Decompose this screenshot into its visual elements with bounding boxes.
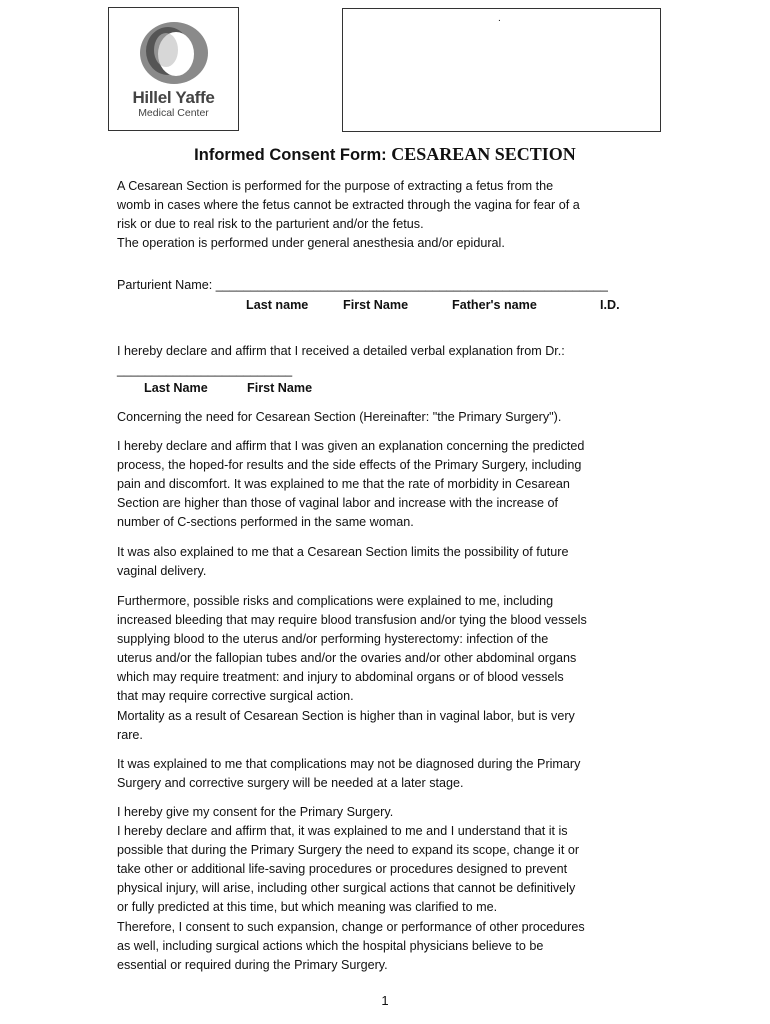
consent-paragraph	[117, 803, 662, 975]
paragraph-line: that may require corrective surgical action.	[117, 689, 354, 704]
paragraph-line: supplying blood to the uterus and/or performing hysterectomy: infection of the	[117, 632, 549, 647]
label-id: I.D.	[600, 298, 620, 312]
parturient-name-field	[117, 276, 662, 295]
paragraph-line: Concerning the need for Cesarean Section (Hereinafter: "the Primary Surgery").	[117, 410, 562, 424]
paragraph-line: or fully predicted at this time, but which meaning was clarified to me.	[117, 900, 498, 915]
label-doctor-first-name: First Name	[247, 381, 313, 395]
paragraph-line: I hereby declare and affirm that, it was explained to me and I understand that it is	[117, 824, 568, 839]
patient-sticker-box	[342, 8, 661, 132]
doctor-statement: I hereby declare and affirm that I received a detailed verbal explanation from Dr.:	[117, 344, 565, 358]
paragraph-line: possible that during the Primary Surgery the need to expand its scope, change it or	[117, 843, 580, 858]
page-title	[0, 144, 770, 165]
paragraph-line: Section are higher than those of vaginal labor and increase with the increase of	[117, 496, 559, 511]
paragraph-line: essential or required during the Primary Surgery.	[117, 957, 388, 972]
explanation-paragraph	[117, 437, 662, 532]
title-procedure: CESAREAN SECTION	[391, 144, 576, 164]
logo-subtitle: Medical Center	[138, 107, 209, 119]
page-number: 1	[381, 993, 389, 1008]
complications-paragraph	[117, 755, 662, 793]
label-fathers-name: Father's name	[452, 298, 537, 312]
doctor-declaration	[117, 342, 662, 380]
hospital-logo-icon	[136, 18, 212, 88]
paragraph-line: as well, including surgical actions which the hospital physicians believe to be	[117, 938, 544, 953]
paragraph-line: process, the hoped-for results and the side effects of the Primary Surgery, including	[117, 458, 582, 473]
paragraph-line: It was also explained to me that a Cesarean Section limits the possibility of future	[117, 545, 569, 559]
paragraph-line: which may require treatment: and injury to abdominal organs or of blood vessels	[117, 670, 564, 685]
paragraph-line: take other or additional life-saving procedures or procedures designed to prevent	[117, 862, 568, 877]
risks-paragraph	[117, 592, 662, 745]
concerning-paragraph	[117, 408, 662, 427]
intro-line: The operation is performed under general anesthesia and/or epidural.	[117, 236, 505, 251]
intro-paragraph	[117, 177, 662, 253]
hospital-logo	[108, 7, 239, 131]
paragraph-line: increased bleeding that may require blood transfusion and/or tying the blood vessels	[117, 613, 587, 628]
logo-name: Hillel Yaffe	[132, 88, 215, 107]
paragraph-line: Surgery and corrective surgery will be needed at a later stage.	[117, 776, 464, 791]
doctor-field-labels	[117, 379, 662, 398]
paragraph-line: pain and discomfort. It was explained to me that the rate of morbidity in Cesarean	[117, 477, 570, 492]
paragraph-line: uterus and/or the fallopian tubes and/or the ovaries and/or other abdominal organs	[117, 651, 577, 666]
label-doctor-last-name: Last Name	[144, 381, 208, 395]
parturient-field-labels	[117, 296, 662, 315]
paragraph-line: physical injury, will arise, including other surgical actions that cannot be definitively	[117, 881, 576, 896]
intro-line: A Cesarean Section is performed for the purpose of extracting a fetus from the	[117, 179, 554, 193]
paragraph-line: Mortality as a result of Cesarean Section is higher than in vaginal labor, but is very	[117, 708, 575, 723]
parturient-label: Parturient Name:	[117, 278, 216, 292]
paragraph-line: It was explained to me that complications may not be diagnosed during the Primary	[117, 757, 581, 771]
label-first-name: First Name	[343, 298, 409, 312]
paragraph-line: vaginal delivery.	[117, 564, 207, 579]
sticker-mark: .	[498, 13, 501, 24]
title-prefix: Informed Consent Form:	[194, 146, 392, 164]
parturient-name-line[interactable]: ________________________________________________________	[215, 278, 608, 292]
doctor-name-line[interactable]: _________________________	[117, 363, 293, 378]
intro-line: risk or due to real risk to the parturient and/or the fetus.	[117, 217, 424, 232]
paragraph-line: I hereby declare and affirm that I was given an explanation concerning the predicted	[117, 439, 585, 453]
paragraph-line: number of C-sections performed in the same woman.	[117, 515, 414, 530]
label-last-name: Last name	[246, 298, 309, 312]
paragraph-line: rare.	[117, 727, 143, 742]
paragraph-line: Therefore, I consent to such expansion, change or performance of other procedures	[117, 919, 585, 934]
paragraph-line: Furthermore, possible risks and complications were explained to me, including	[117, 594, 554, 608]
paragraph-line: I hereby give my consent for the Primary Surgery.	[117, 805, 394, 819]
vaginal-delivery-paragraph	[117, 543, 662, 581]
intro-line: womb in cases where the fetus cannot be extracted through the vagina for fear of a	[117, 198, 580, 213]
